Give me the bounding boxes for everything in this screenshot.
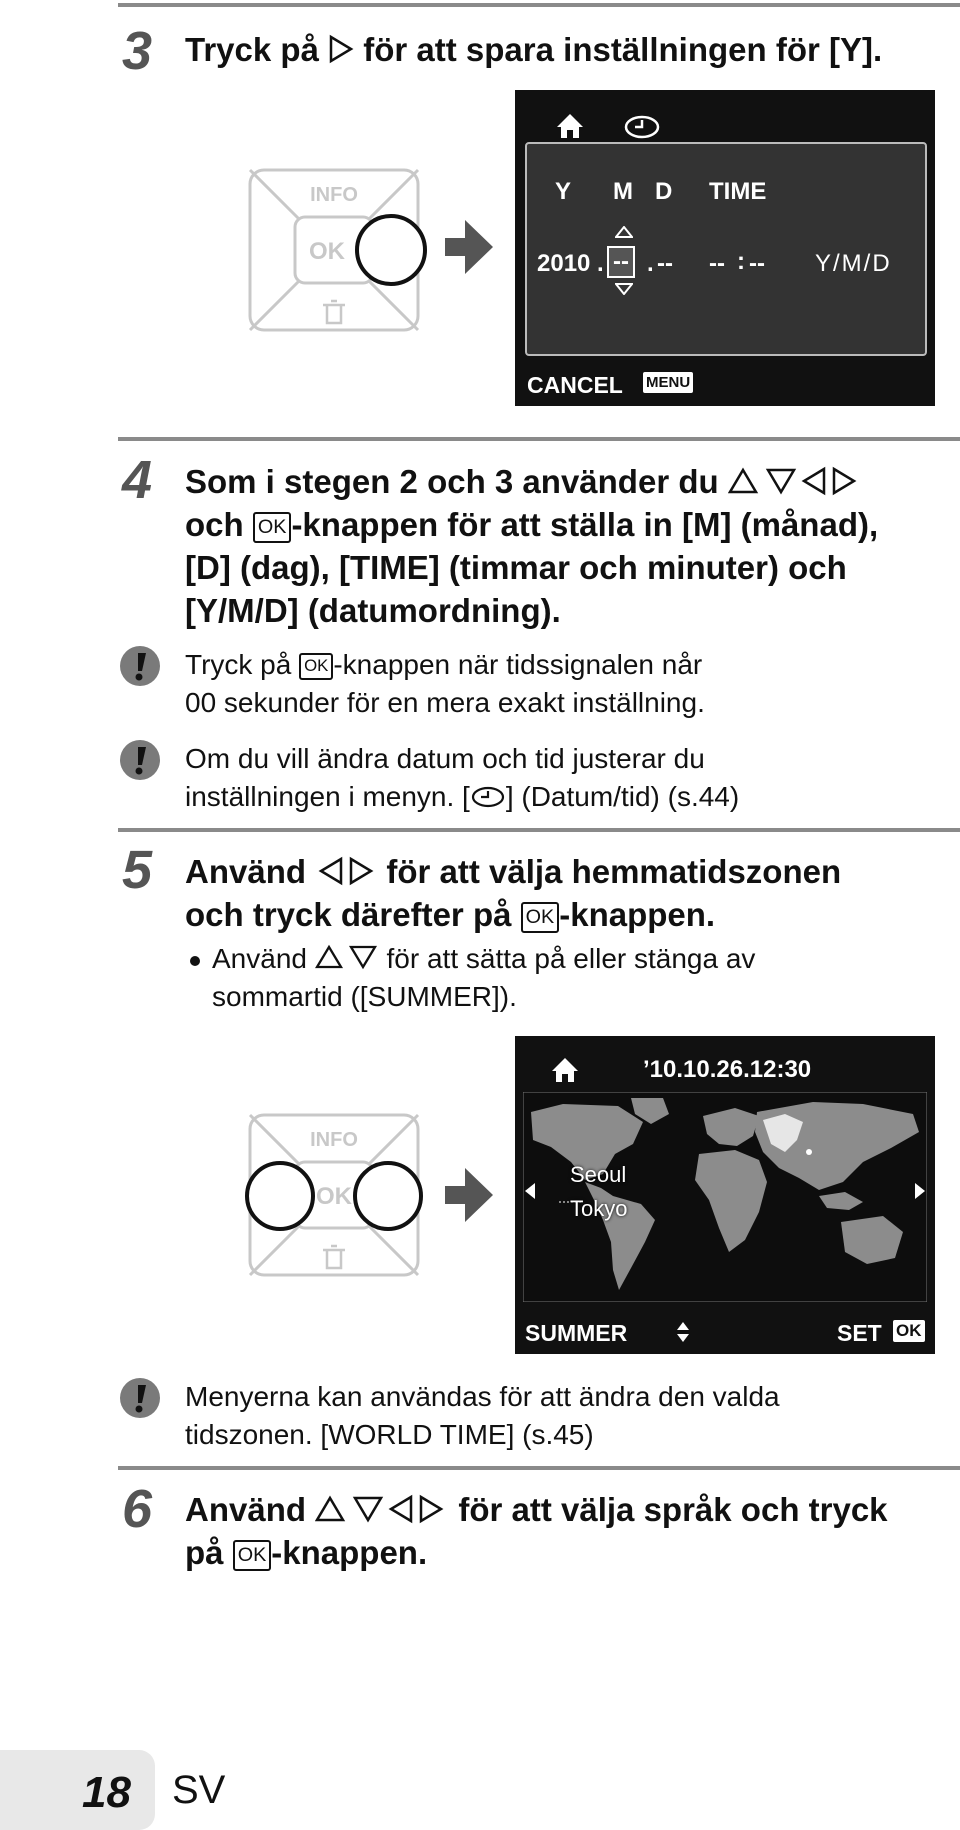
step-6-line-1-b: för att välja språk och tryck (458, 1491, 888, 1528)
arrow-right-icon (445, 1168, 495, 1222)
section-divider (118, 1466, 960, 1470)
page-number-tab (0, 1750, 155, 1830)
section-divider (118, 3, 960, 7)
camera-keypad-diagram (240, 1110, 440, 1280)
arrow-right-icon (445, 220, 495, 274)
step-number: 3 (122, 21, 153, 81)
step-5-line-1-b: för att välja hemmatidszonen (386, 853, 842, 890)
date-separator: . (647, 250, 654, 277)
col-label-time: TIME (709, 178, 767, 205)
step-3-text-a: Tryck på (185, 31, 319, 68)
world-time-datetime: ’10.10.26.12:30 (643, 1056, 812, 1083)
camera-screen-date (515, 90, 935, 406)
section-divider (118, 437, 960, 441)
step-5-bullet-a: Använd (212, 943, 307, 974)
clock-icon (623, 114, 661, 140)
keypad-ok-label: OK (316, 1183, 352, 1210)
cancel-label: CANCEL (527, 372, 623, 398)
camera-screen-world-time (515, 1036, 935, 1354)
step-4-line-4: [Y/M/D] (datumordning). (185, 592, 561, 629)
keypad-ok-label: OK (309, 238, 345, 265)
language-code: SV (172, 1768, 226, 1812)
year-value: 2010 (537, 250, 591, 277)
note-2-line-2-b: ] (Datum/tid) (s.44) (505, 781, 740, 812)
left-right-icon (315, 856, 377, 886)
step-5-line-1-a: Använd (185, 853, 307, 890)
step-4-line-2 (185, 505, 878, 545)
note-3-line-1: Menyerna kan användas för att ändra den valda (185, 1381, 780, 1412)
keypad-info-label: INFO (310, 184, 358, 206)
step-6-line-2-b: -knappen. (271, 1534, 428, 1571)
step-6-line-2 (185, 1533, 427, 1573)
time-separator: : (737, 248, 745, 275)
ok-button-icon: OK (893, 1320, 925, 1342)
camera-keypad-diagram (245, 165, 445, 335)
up-arrow-icon (615, 226, 633, 238)
menu-button-icon: MENU (643, 372, 693, 393)
ok-button-icon: OK (253, 512, 292, 543)
note-2-line-2-a: inställningen i menyn. [ (185, 781, 470, 812)
step-4-line-2-b: -knappen för att ställa in [M] (månad), (291, 506, 879, 543)
summer-label: SUMMER (525, 1320, 628, 1346)
step-6-line-1-a: Använd (185, 1491, 307, 1528)
note-2-line-2 (185, 780, 739, 814)
caution-icon (118, 644, 162, 688)
step-5-bullet-line-2: sommartid ([SUMMER]). (212, 981, 517, 1012)
left-arrow-icon[interactable] (523, 1181, 537, 1201)
down-arrow-icon (615, 283, 633, 295)
step-number: 5 (122, 840, 153, 900)
minute-value: -- (749, 250, 765, 277)
keypad-info-label: INFO (310, 1129, 358, 1151)
right-button-highlight (355, 1163, 421, 1229)
col-label-year: Y (555, 178, 572, 205)
step-3-text-b: för att spara inställningen för [Y]. (363, 31, 883, 68)
step-6-line-2-a: på (185, 1534, 224, 1571)
ok-button-icon: OK (299, 653, 333, 680)
caution-icon (118, 738, 162, 782)
note-1-line-1 (185, 648, 702, 682)
step-number: 6 (122, 1479, 153, 1539)
city-label-seoul: Seoul (570, 1162, 627, 1187)
step-5-bullet-line-1 (212, 942, 755, 976)
section-divider (118, 828, 960, 832)
right-arrow-icon[interactable] (913, 1181, 927, 1201)
bullet (190, 956, 200, 966)
set-label: SET (837, 1320, 882, 1346)
home-icon (555, 112, 585, 140)
note-1-line-1-a: Tryck på (185, 649, 292, 680)
up-down-small-icon (675, 1320, 691, 1344)
clock-icon (470, 785, 506, 809)
step-4-line-1 (185, 462, 862, 502)
step-5-line-2-b: -knappen. (559, 896, 716, 933)
day-value: -- (657, 250, 673, 277)
right-button-highlight (357, 216, 425, 284)
col-label-month: M (613, 178, 633, 205)
month-value-selected[interactable]: -- (607, 246, 635, 278)
ok-button-icon: OK (521, 902, 560, 933)
date-format-value: Y/M/D (815, 250, 892, 277)
note-1-line-1-b: -knappen när tidssignalen når (333, 649, 703, 680)
japan-marker (806, 1149, 812, 1155)
step-5-line-1 (185, 852, 841, 892)
caution-icon (118, 1376, 162, 1420)
step-5-line-2 (185, 895, 715, 935)
note-1-line-2: 00 sekunder för en mera exakt inställning. (185, 687, 705, 718)
screen-inner-frame (525, 142, 927, 356)
page-number: 18 (82, 1768, 131, 1817)
city-label-tokyo: Tokyo (570, 1196, 628, 1221)
ok-button-icon: OK (233, 1540, 272, 1571)
step-5-bullet-b: för att sätta på eller stänga av (386, 943, 756, 974)
home-icon (550, 1056, 580, 1084)
step-4-line-3: [D] (dag), [TIME] (timmar och minuter) och (185, 549, 847, 586)
step-5-line-2-a: och tryck därefter på (185, 896, 512, 933)
up-down-icon (315, 943, 379, 971)
note-3-line-2: tidszonen. [WORLD TIME] (s.45) (185, 1419, 594, 1450)
right-arrow-icon (328, 34, 354, 64)
step-6-line-1 (185, 1490, 888, 1530)
date-separator: . (597, 250, 604, 277)
left-button-highlight (247, 1163, 313, 1229)
col-label-day: D (655, 178, 673, 205)
hour-value: -- (709, 250, 725, 277)
step-4-line-2-a: och (185, 506, 244, 543)
note-2-line-1: Om du vill ändra datum och tid justerar du (185, 743, 705, 774)
step-3-text (185, 30, 882, 70)
step-number: 4 (122, 450, 153, 510)
up-down-left-right-icon (728, 466, 862, 496)
step-4-line-1-text: Som i stegen 2 och 3 använder du (185, 463, 719, 500)
up-down-left-right-icon (315, 1494, 449, 1524)
